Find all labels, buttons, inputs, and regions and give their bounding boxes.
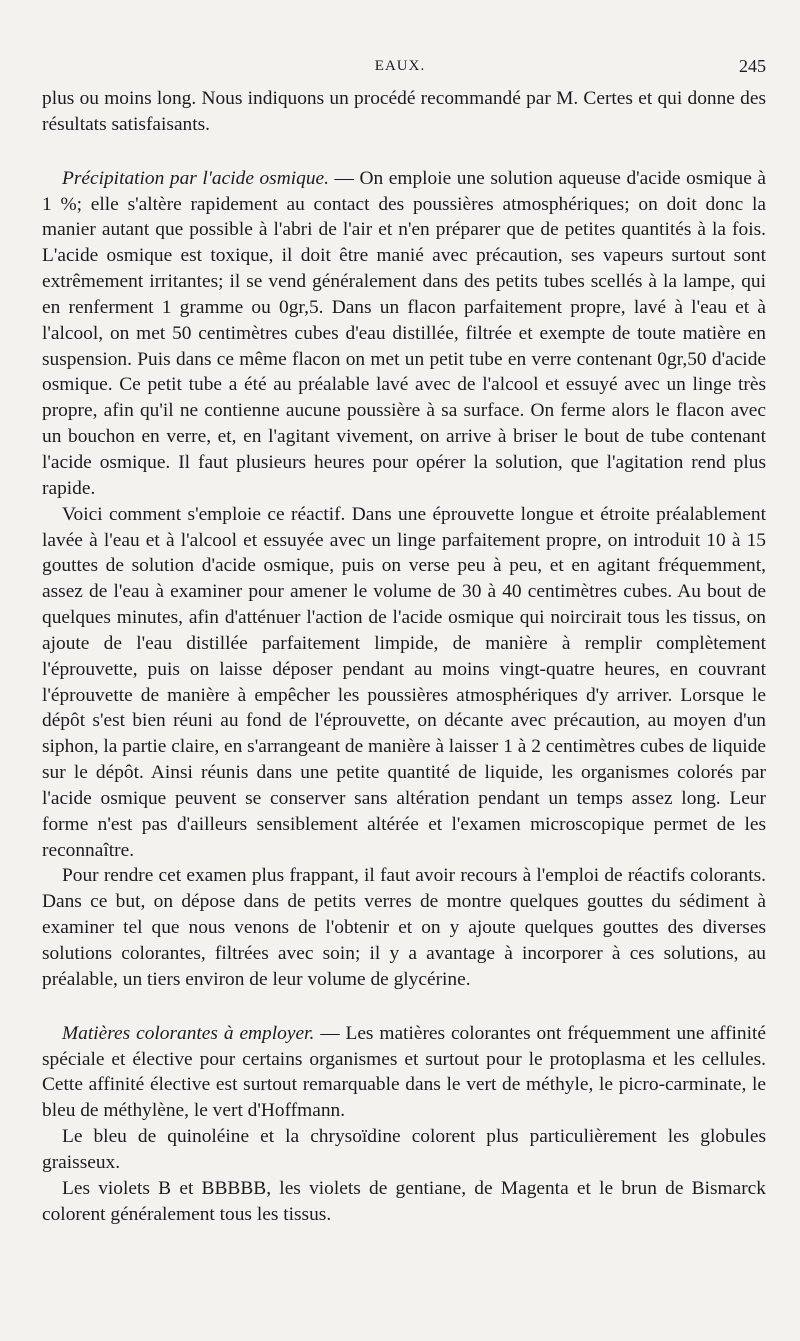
paragraph-4 — [42, 863, 766, 992]
page-number: 245 — [739, 56, 766, 76]
paragraph-5 — [42, 1021, 766, 1124]
paragraph-7-text: Les violets B et BBBBB, les violets de gentiane, de Magenta et le brun de Bismarck colorent généralement tous les tissus. — [42, 1177, 766, 1225]
section-heading-matieres: Matières colorantes à employer. — [62, 1022, 315, 1044]
paragraph-1-text: plus ou moins long. Nous indiquons un procédé recommandé par M. Certes et qui donne des résultats satisfaisants. — [42, 88, 766, 135]
paragraph-6 — [42, 1124, 766, 1176]
section-heading-precipitation: Précipitation par l'acide osmique. — [62, 167, 329, 189]
paragraph-5-text: — Les matières colorantes ont fréquemment une affinité spéciale et élective pour certains organismes et surtout pour le protoplasma et les cellules. Cette affinité élective est surtout remarquable dans le vert de méthyle, le picro-carminate, le bleu de méthylène, le vert d'Hoffmann. — [42, 1022, 766, 1122]
paragraph-3-text: Voici comment s'emploie ce réactif. Dans une éprouvette longue et étroite préalablement lavée à l'eau et à l'alcool et essuyée avec un linge parfaitement propre, on introduit 10 à 15 gouttes de solution d'acide osmique, puis on verse peu à peu, et en agitant fréquemment, assez de l'eau à examiner pour amener le volume de 30 à 40 centimètres cubes. Au bout de quelques minutes, afin d'atténuer l'action de l'acide osmique qui noircirait tous les tissus, on ajoute de l'eau distillée parfaitement limpide, de manière à remplir complètement l'éprouvette, puis on laisse déposer pendant au moins vingt-quatre heures, en couvrant l'éprouvette de manière à empêcher les poussières atmosphériques d'y arriver. Lorsque le dépôt s'est bien réuni au fond de l'éprouvette, on décante avec précaution, au moyen d'un siphon, la partie claire, en s'arrangeant de manière à laisser 1 à 2 centimètres cubes de liquide sur le dépôt. Ainsi réunis dans une petite quantité de liquide, les organismes colorés par l'acide osmique peuvent se conserver sans altération pendant un temps assez long. Leur forme n'est pas d'ailleurs sensiblement altérée et l'examen microscopique permet de les reconnaître. — [42, 503, 766, 861]
paragraph-1 — [42, 86, 766, 138]
paragraph-2 — [42, 166, 766, 502]
paragraph-6-text: Le bleu de quinoléine et la chrysoïdine colorent plus particulièrement les globules graisseux. — [42, 1126, 766, 1173]
paragraph-3 — [42, 502, 766, 864]
paragraph-7 — [42, 1176, 766, 1228]
body-text — [42, 86, 766, 1227]
running-head — [0, 54, 800, 78]
paragraph-2-text: — On emploie une solution aqueuse d'acide osmique à 1 %; elle s'altère rapidement au contact des poussières atmosphériques; on doit donc la manier autant que possible à l'abri de l'air et n'en préparer que de petites quantités à la fois. L'acide osmique est toxique, il doit être manié avec précaution, ses vapeurs surtout sont extrêmement irritantes; il se vend généralement dans des petits tubes scellés à la lampe, qui en renferment 1 gramme ou 0gr,5. Dans un flacon parfaitement propre, lavé à l'eau et à l'alcool, on met 50 centimètres cubes d'eau distillée, filtrée et exempte de toute matière en suspension. Puis dans ce même flacon on met un petit tube en verre contenant 0gr,50 d'acide osmique. Ce petit tube a été au préalable lavé avec de l'alcool et essuyé avec un linge très propre, afin qu'il ne contienne aucune poussière à sa surface. On ferme alors le flacon avec un bouchon en verre, et, en l'agitant vivement, on arrive à briser le bout de tube contenant l'acide osmique. Il faut plusieurs heures pour opérer la solution, que l'agitation rend plus rapide. — [42, 167, 766, 499]
paragraph-4-text: Pour rendre cet examen plus frappant, il faut avoir recours à l'emploi de réactifs colorants. Dans ce but, on dépose dans de petits verres de montre quelques gouttes du sédiment à examiner tel que nous venons de l'obtenir et on y ajoute quelques gouttes des diverses solutions colorantes, filtrées avec soin; il y a avantage à incorporer à ces solutions, au préalable, un tiers environ de leur volume de glycérine. — [42, 865, 766, 990]
running-title: EAUX. — [374, 58, 426, 74]
